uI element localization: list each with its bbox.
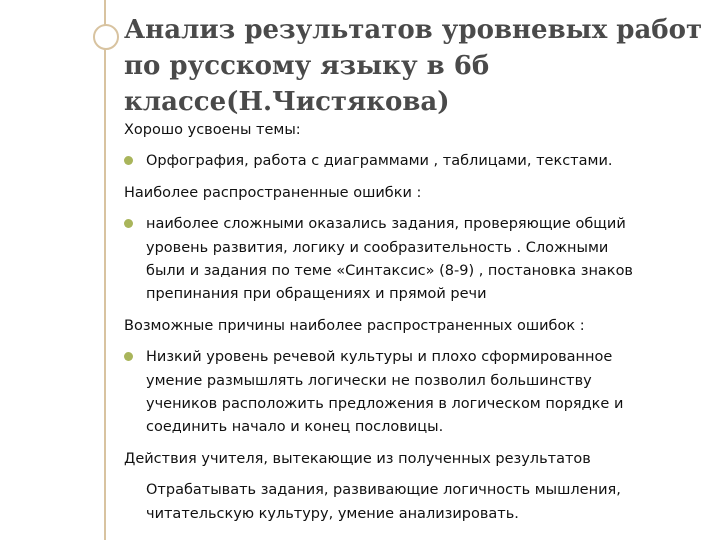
section-heading-causes: Возможные причины наиболее распространенных ошибок : bbox=[124, 317, 585, 334]
bullet-item bbox=[124, 346, 704, 440]
bullet-text: Орфография, работа с диаграммами , таблицами, текстами. bbox=[146, 153, 613, 170]
title-line: классе(Н.Чистякова) bbox=[124, 87, 450, 117]
bullet-text: уровень развития, логику и сообразительность . Сложными bbox=[146, 239, 609, 256]
title-line: по русскому языку в 6б bbox=[124, 51, 490, 81]
action-text bbox=[124, 479, 704, 526]
bullet-text: соединить начало и конец пословицы. bbox=[146, 419, 444, 436]
section-heading-errors: Наиболее распространенные ошибки : bbox=[124, 184, 422, 201]
section-heading-actions: Действия учителя, вытекающие из полученных результатов bbox=[124, 450, 591, 467]
bullet-text: препинания при обращениях и прямой речи bbox=[146, 286, 487, 303]
slide-title bbox=[124, 12, 704, 120]
bullet-icon bbox=[124, 156, 133, 165]
title-line: Анализ результатов уровневых работ bbox=[124, 15, 703, 45]
bullet-text: наиболее сложными оказались задания, проверяющие общий bbox=[146, 216, 626, 233]
bullet-icon bbox=[124, 352, 133, 361]
decorative-circle bbox=[93, 24, 119, 50]
bullet-text: были и задания по теме «Синтаксис» (8-9) , постановка знаков bbox=[146, 263, 633, 280]
bullet-item bbox=[124, 213, 704, 307]
bullet-text: Низкий уровень речевой культуры и плохо сформированное bbox=[146, 349, 613, 366]
action-line: Отрабатывать задания, развивающие логичность мышления, bbox=[146, 482, 621, 499]
section-heading-learned: Хорошо усвоены темы: bbox=[124, 122, 301, 138]
decorative-rule bbox=[104, 0, 106, 540]
bullet-icon bbox=[124, 219, 133, 228]
slide-body bbox=[124, 119, 704, 534]
bullet-item bbox=[124, 150, 704, 173]
action-line: читательскую культуру, умение анализировать. bbox=[146, 505, 519, 522]
bullet-text: учеников расположить предложения в логическом порядке и bbox=[146, 396, 624, 413]
bullet-text: умение размышлять логически не позволил большинству bbox=[146, 372, 592, 389]
